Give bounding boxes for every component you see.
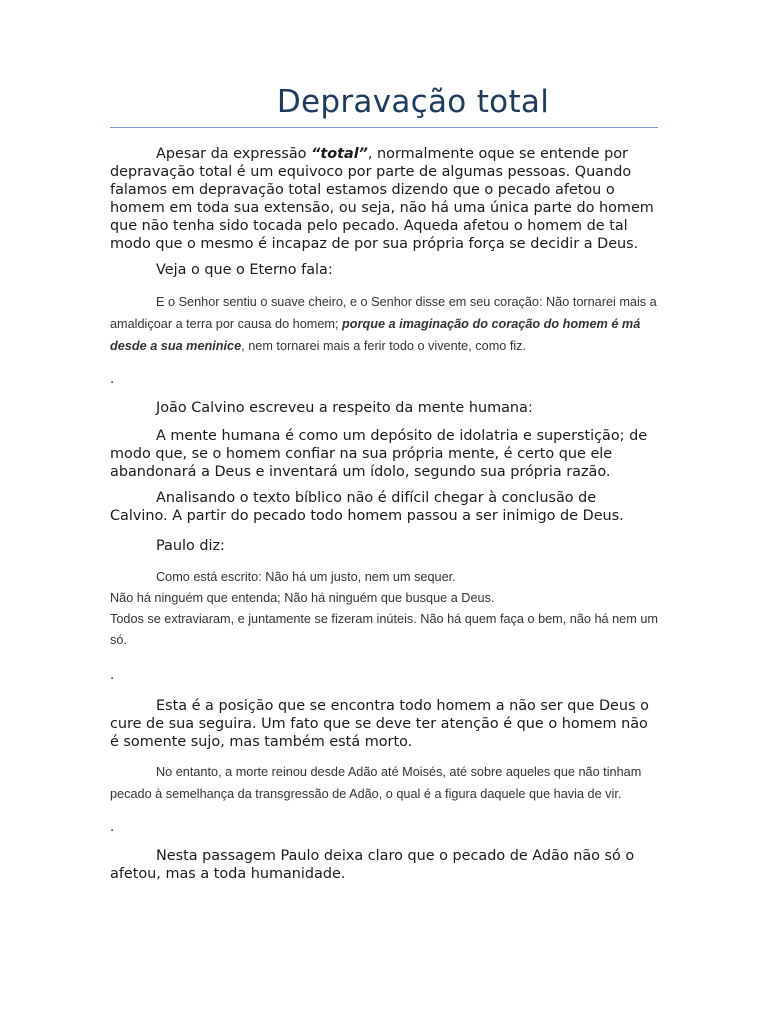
title-underline-rule	[110, 127, 658, 128]
paragraph-intro-emphasis: “total”	[311, 146, 368, 162]
paragraph-analisando: Analisando o texto bíblico não é difícil chegar à conclusão de Calvino. A partir do pecado todo homem passou a ser inimigo de Deus.	[110, 490, 624, 524]
paragraph-posicao: Esta é a posição que se encontra todo homem a não ser que Deus o cure de sua seguira. Um fato que se deve ter atenção é que o homem não é somente sujo, mas também está morto.	[110, 698, 649, 750]
paragraph-conclusao: Nesta passagem Paulo deixa claro que o pecado de Adão não só o afetou, mas a toda humanidade.	[110, 848, 635, 882]
document-body	[110, 145, 658, 891]
quote-genesis	[110, 291, 658, 357]
quote-romanos-line-2: Não há ninguém que entenda; Não há ninguém que busque a Deus.	[110, 591, 495, 605]
separator-dot-2: .	[110, 668, 115, 683]
paragraph-intro-after: , normalmente oque se entende por depravação total é um equivoco por parte de algumas pessoas. Quando falamos em depravação total estamos dizendo que o pecado afetou o homem em toda sua extensão, ou seja, não há uma única parte do homem que não tenha sido tocada pelo pecado. Aqueda afetou o homem de tal modo que o mesmo é incapaz de por sua própria força se decidir a Deus.	[110, 146, 654, 252]
separator-dot-3: .	[110, 820, 115, 835]
quote-romanos-line-1: Como está escrito: Não há um justo, nem um sequer.	[156, 570, 456, 584]
paragraph-eterno: Veja o que o Eterno fala:	[156, 262, 333, 278]
quote-genesis-before: E o Senhor sentiu o suave cheiro, e o Senhor disse em seu coração: Não tornarei mais a amaldiçoar a terra por causa do homem;	[110, 295, 657, 331]
paragraph-mente-humana: A mente humana é como um depósito de idolatria e superstição; de modo que, se o homem confiar na sua própria mente, é certo que ele abandonará a Deus e inventará um ídolo, segundo sua própria razão.	[110, 428, 648, 480]
separator-dot-1: .	[110, 372, 115, 387]
quote-romanos-line-3: Todos se extraviaram, e juntamente se fizeram inúteis. Não há quem faça o bem, não há nem um só.	[110, 612, 658, 647]
quote-adao: No entanto, a morte reinou desde Adão até Moisés, até sobre aqueles que não tinham pecado à semelhança da transgressão de Adão, o qual é a figura daquele que havia de vir.	[110, 765, 642, 801]
quote-genesis-after: , nem tornarei mais a ferir todo o vivente, como fiz.	[241, 339, 527, 353]
paragraph-intro-before: Apesar da expressão	[156, 146, 312, 162]
paragraph-calvino: João Calvino escreveu a respeito da mente humana:	[156, 400, 533, 416]
paragraph-intro	[110, 145, 658, 253]
paragraph-paulo-diz: Paulo diz:	[156, 538, 225, 554]
document-title: Depravação total	[276, 84, 550, 120]
quote-genesis-emphasis: porque a imaginação do coração do homem é má desde a sua meninice	[110, 317, 641, 353]
